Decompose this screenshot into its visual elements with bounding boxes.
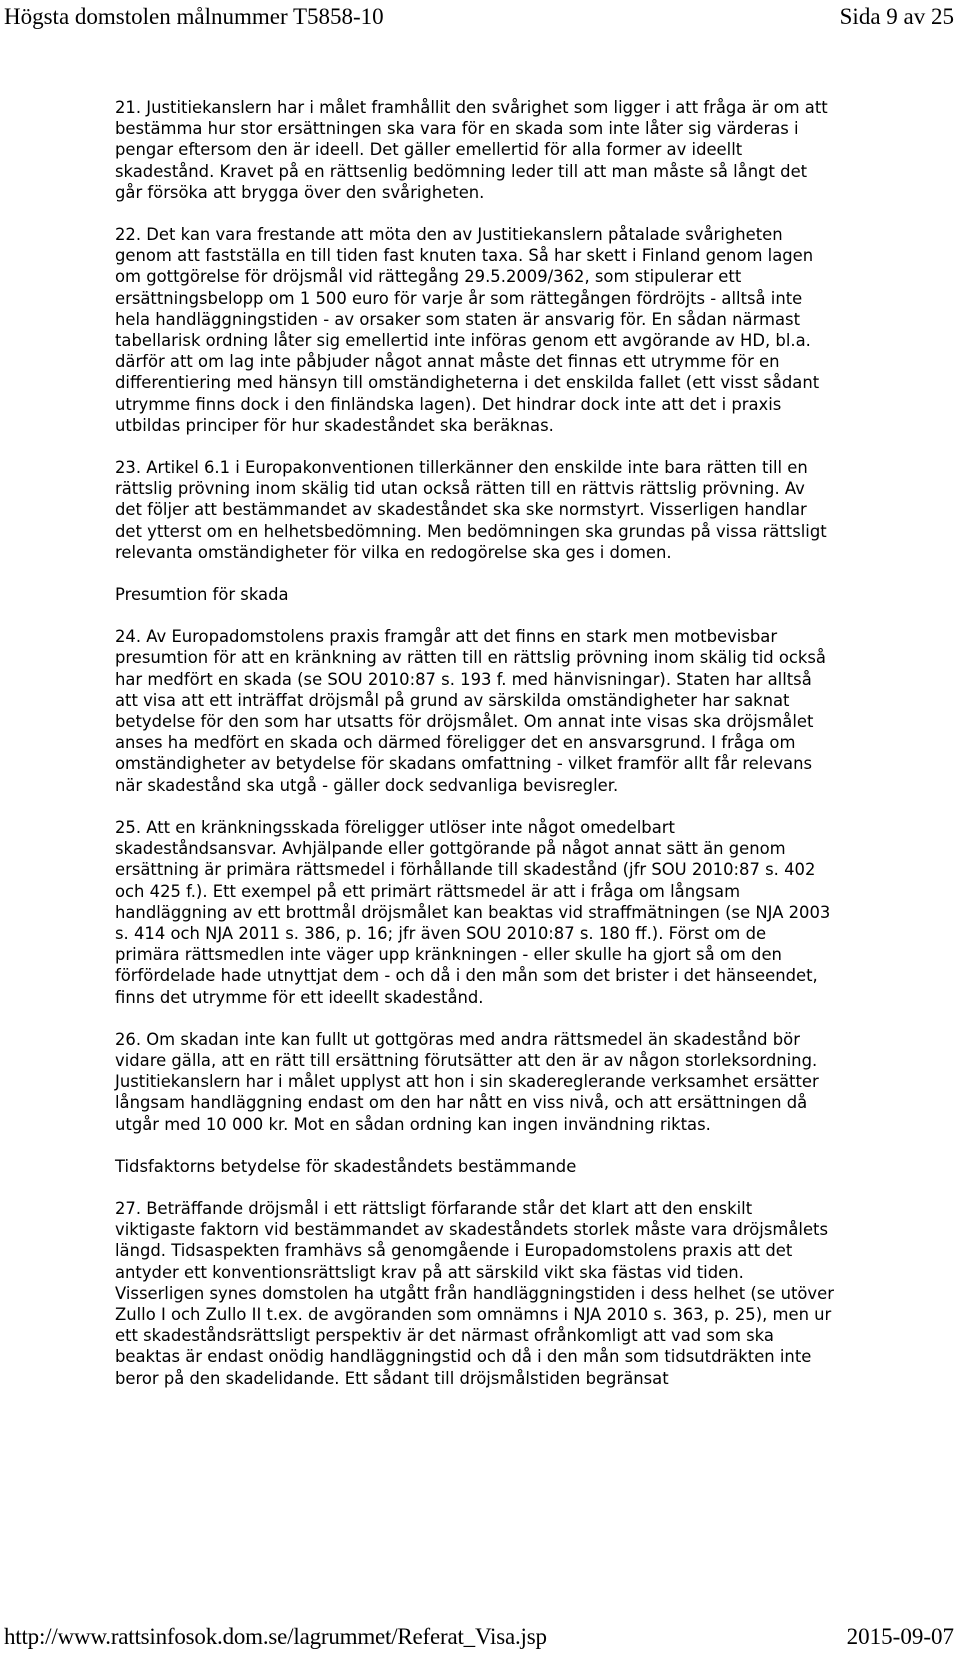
page-footer — [4, 1624, 954, 1650]
paragraph-21: 21. Justitiekanslern har i målet framhållit den svårighet som ligger i att fråga är om att bestämma hur stor ersättningen ska vara för en skada som inte låter sig värderas i pengar eftersom den är ideell. Det gäller emellertid för alla former av ideellt skadestånd. Kravet på en rättsenlig bedömning leder till att man måste så långt det går försöka att brygga över den svårigheten. — [115, 98, 828, 202]
section-heading-tidsfaktorn: Tidsfaktorns betydelse för skadeståndets bestämmande — [115, 1156, 577, 1176]
source-url: http://www.rattsinfosok.dom.se/lagrummet/Referat_Visa.jsp — [4, 1624, 547, 1649]
paragraph-24: 24. Av Europadomstolens praxis framgår att det finns en stark men motbevisbar presumtion för att en kränkning av rätten till en rättslig prövning inom skälig tid också har medfört en skada (se SOU 2010:87 s. 193 f. med hänvisningar). Staten har alltså att visa att ett inträffat dröjsmål på grund av särskilda omständigheter har saknat betydelse för den som har utsatts för dröjsmålet. Om annat inte visas ska dröjsmålet anses ha medfört en skada och därmed föreligger det en ansvarsgrund. I fråga om omständigheter av betydelse för skadans omfattning - vilket framför allt får relevans när skadestånd ska utgå - gäller dock sedvanliga bevisregler. — [115, 627, 826, 795]
paragraph-25: 25. Att en kränkningsskada föreligger utlöser inte något omedelbart skadeståndsansvar. Avhjälpande eller gottgörande på något annat sätt än genom ersättning är primära rättsmedel i förhållande till skadestånd (jfr SOU 2010:87 s. 402 och 425 f.). Ett exempel på ett primärt rättsmedel är att i fråga om långsam handläggning av ett brottmål dröjsmålet kan beaktas vid straffmätningen (se NJA 2003 s. 414 och NJA 2011 s. 386, p. 16; jfr även SOU 2010:87 s. 180 ff.). Först om de primära rättsmedlen inte väger upp kränkningen - eller skulle ha gjort så om den förfördelade hade utnyttjat dem - och då i den mån som det brister i det hänseendet, finns det utrymme för ett ideellt skadestånd. — [115, 817, 831, 1007]
paragraph-26: 26. Om skadan inte kan fullt ut gottgöras med andra rättsmedel än skadestånd bör vidare gälla, att en rätt till ersättning förutsätter att den är av någon storleksordning. Justitiekanslern har i målet upplyst att hon i sin skadereglerande verksamhet ersätter långsam handläggning endast om den har nått en viss nivå, och att ersättningen då utgår med 10 000 kr. Mot en sådan ordning kan ingen invändning riktas. — [115, 1029, 819, 1134]
page-header — [4, 4, 954, 30]
document-title: Högsta domstolen målnummer T5858-10 — [4, 4, 384, 29]
paragraph-23: 23. Artikel 6.1 i Europakonventionen tillerkänner den enskilde inte bara rätten till en rättslig prövning inom skälig tid utan också rätten till en rättvis rättslig prövning. Av det följer att bestämmandet av skadeståndet ska ske normstyrt. Visserligen handlar det ytterst om en helhetsbedömning. Men bedömningen ska grundas på vissa rättsligt relevanta omständigheter för vilka en redogörelse ska ges i domen. — [115, 458, 827, 562]
section-heading-presumtion: Presumtion för skada — [115, 585, 289, 605]
paragraph-22: 22. Det kan vara frestande att möta den av Justitiekanslern påtalade svårigheten genom att fastställa en till tiden fast knuten taxa. Så har skett i Finland genom lagen om gottgörelse för dröjsmål vid rättegång 29.5.2009/362, som stipulerar ett ersättningsbelopp om 1 500 euro för varje år som rättegången fördröjts - alltså inte hela handläggningstiden - av orsaker som staten är ansvarig för. En sådan närmast tabellarisk ordning låter sig emellertid inte införas genom ett avgörande av HD, bl.a. därför att om lag inte påbjuder något annat måste det finnas ett utrymme för en differentiering med hänsyn till omständigheterna i det enskilda fallet (ett visst sådant utrymme finns dock i den finländska lagen). Det hindrar dock inte att det i praxis utbildas principer för hur skadeståndet ska beräknas. — [115, 225, 820, 435]
paragraph-27: 27. Beträffande dröjsmål i ett rättsligt förfarande står det klart att den enskilt viktigaste faktorn vid bestämmandet av skadeståndets storlek måste vara dröjsmålets längd. Tidsaspekten framhävs så genomgående i Europadomstolens praxis att det antyder ett konventionsrättsligt krav på att särskild vikt ska fästas vid tiden. Visserligen synes domstolen ha utgått från handläggningstiden i dess helhet (se utöver Zullo I och Zullo II t.ex. de avgöranden som omnämns i NJA 2010 s. 363, p. 25), men ur ett skadeståndsrättsligt perspektiv är det närmast ofrånkomligt att vad som ska beaktas är endast onödig handläggningstid och då i den mån som tidsutdräkten inte beror på den skadelidande. Ett sådant till dröjsmålstiden begränsat — [115, 1198, 834, 1388]
document-body — [115, 97, 835, 1410]
page-number: Sida 9 av 25 — [839, 4, 954, 29]
print-date: 2015-09-07 — [846, 1624, 954, 1649]
